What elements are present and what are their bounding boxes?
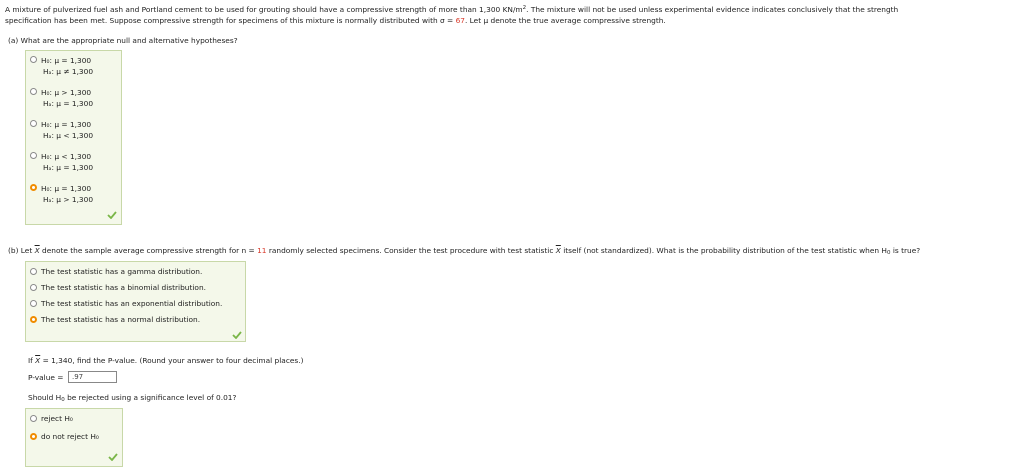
option-text: The test statistic has a gamma distribution. xyxy=(41,267,203,276)
reject-option[interactable] xyxy=(30,432,99,441)
reject-option[interactable] xyxy=(30,414,73,423)
part-a-label: (a) What are the appropriate null and alternative hypotheses? xyxy=(8,36,238,45)
sigma-value: 67 xyxy=(455,16,465,25)
option-text: do not reject H₀ xyxy=(41,432,99,441)
prompt-text: be rejected using a significance level of 0.01? xyxy=(64,393,237,402)
intro-text: . The mixture will not be used unless experimental evidence indicates conclusively that the strength xyxy=(526,5,899,14)
label-text: is true? xyxy=(890,246,921,255)
h0-text: H₀: μ = 1,300 xyxy=(41,184,92,193)
problem-intro xyxy=(5,3,898,26)
h0-text: H₀: μ > 1,300 xyxy=(41,88,92,97)
intro-sup: 2 xyxy=(522,5,527,11)
radio-button[interactable] xyxy=(30,152,37,159)
option-text: The test statistic has a binomial distribution. xyxy=(41,283,206,292)
hypothesis-text xyxy=(41,119,93,141)
distribution-option[interactable] xyxy=(30,267,202,276)
ha-text: Hₐ: μ ≠ 1,300 xyxy=(43,67,94,76)
radio-button[interactable] xyxy=(30,284,37,291)
ha-text: Hₐ: μ < 1,300 xyxy=(43,131,94,140)
label-text: (b) Let xyxy=(8,246,35,255)
label-text: itself (not standardized). What is the probability distribution of the test statistic when H xyxy=(560,246,887,255)
ha-text: Hₐ: μ = 1,300 xyxy=(43,99,94,108)
hypothesis-text xyxy=(41,87,93,109)
hypothesis-option[interactable] xyxy=(30,87,93,109)
correct-check-icon xyxy=(108,453,118,461)
option-text: The test statistic has an exponential distribution. xyxy=(41,299,223,308)
xbar-symbol: $\overline{X}$ xyxy=(34,246,40,255)
distribution-option[interactable] xyxy=(30,283,206,292)
xbar-symbol: $\overline{X}$ xyxy=(35,356,41,365)
hypothesis-text xyxy=(41,151,93,173)
prompt-sub: 0 xyxy=(61,397,65,403)
distribution-option[interactable] xyxy=(30,315,200,324)
radio-button[interactable] xyxy=(30,88,37,95)
radio-button[interactable] xyxy=(30,56,37,63)
reject-prompt xyxy=(28,393,236,403)
intro-text: A mixture of pulverized fuel ash and Portland cement to be used for grouting should have a compressive strength of more than 1,300 KN/m xyxy=(5,5,523,14)
prompt-text: If xyxy=(28,356,36,365)
correct-check-icon xyxy=(107,211,117,219)
h0-text: H₀: μ = 1,300 xyxy=(41,56,92,65)
hypothesis-option[interactable] xyxy=(30,151,93,173)
hypothesis-option[interactable] xyxy=(30,119,93,141)
prompt-text: = 1,340, find the P-value. (Round your answer to four decimal places.) xyxy=(40,356,304,365)
intro-text: . Let μ denote the true average compressive strength. xyxy=(464,16,666,25)
xbar-symbol: $\overline{X}$ xyxy=(555,246,561,255)
part-b-label xyxy=(8,246,920,256)
pvalue-label: P-value = xyxy=(28,373,64,382)
ha-text: Hₐ: μ > 1,300 xyxy=(43,195,94,204)
label-text: denote the sample average compressive strength for n = xyxy=(39,246,258,255)
radio-button[interactable] xyxy=(30,300,37,307)
correct-check-icon xyxy=(232,331,242,339)
h0-text: H₀: μ < 1,300 xyxy=(41,152,92,161)
distribution-option[interactable] xyxy=(30,299,222,308)
radio-button[interactable] xyxy=(30,120,37,127)
hypothesis-text xyxy=(41,183,93,205)
option-text: The test statistic has a normal distribution. xyxy=(41,315,201,324)
radio-selected[interactable] xyxy=(30,184,37,191)
radio-button[interactable] xyxy=(30,415,37,422)
n-value: 11 xyxy=(257,246,267,255)
pvalue-input[interactable]: .97 xyxy=(68,371,117,383)
label-text: randomly selected specimens. Consider the test procedure with test statistic xyxy=(266,246,556,255)
radio-selected[interactable] xyxy=(30,316,37,323)
hypothesis-text xyxy=(41,55,93,77)
ha-text: Hₐ: μ = 1,300 xyxy=(43,163,94,172)
prompt-text: Should H xyxy=(28,393,62,402)
radio-selected[interactable] xyxy=(30,433,37,440)
label-sub: 0 xyxy=(886,250,891,256)
hypothesis-option[interactable] xyxy=(30,183,93,205)
radio-button[interactable] xyxy=(30,268,37,275)
pvalue-prompt xyxy=(28,356,304,365)
hypothesis-option[interactable] xyxy=(30,55,93,77)
option-text: reject H₀ xyxy=(41,414,73,423)
h0-text: H₀: μ = 1,300 xyxy=(41,120,92,129)
intro-text: specification has been met. Suppose compressive strength for specimens of this mixture is normally distributed with σ = xyxy=(5,16,456,25)
